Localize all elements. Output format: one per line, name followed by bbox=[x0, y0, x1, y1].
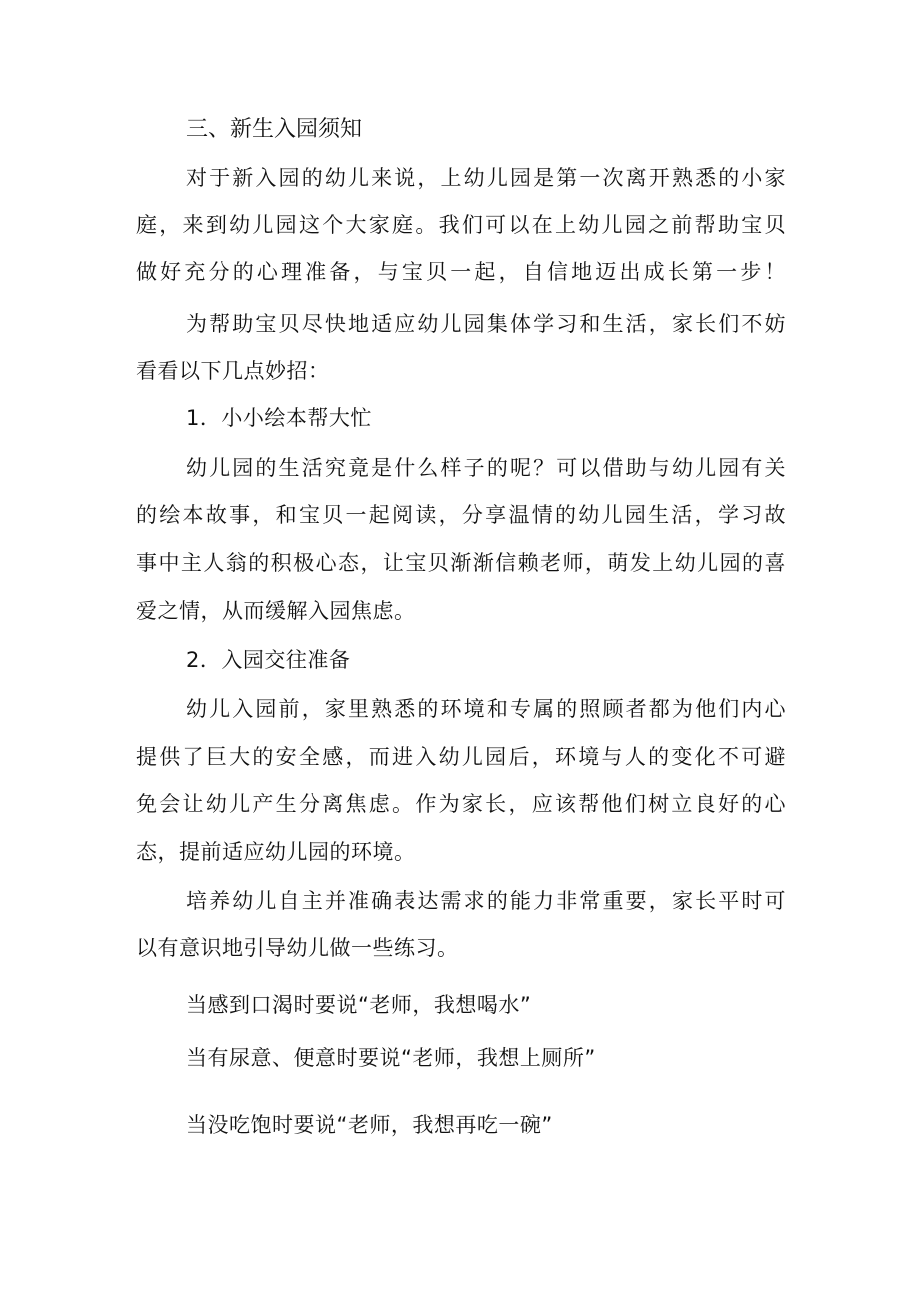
section2-para1-line: 幼儿入园前，家里熟悉的环境和专属的照顾者都为他们内心 bbox=[186, 697, 786, 721]
example-line: 当感到口渴时要说“老师，我想喝水” bbox=[186, 993, 532, 1017]
page-heading: 三、新生入园须知 bbox=[186, 117, 363, 142]
section2-para2-line: 培养幼儿自主并准确表达需求的能力非常重要，家长平时可 bbox=[186, 889, 786, 913]
section2-para1-line: 免会让幼儿产生分离焦虑。作为家长，应该帮他们树立良好的心 bbox=[136, 792, 786, 816]
tips-intro-line: 为帮助宝贝尽快地适应幼儿园集体学习和生活，家长们不妨 bbox=[186, 312, 786, 336]
section1-line: 幼儿园的生活究竟是什么样子的呢？可以借助与幼儿园有关 bbox=[186, 456, 786, 480]
section2-para1-line: 态，提前适应幼儿园的环境。 bbox=[136, 840, 416, 864]
section1-title: 1．小小绘本帮大忙 bbox=[186, 406, 372, 430]
intro-line: 做好充分的心理准备，与宝贝一起，自信地迈出成长第一步！ bbox=[136, 260, 786, 284]
section2-para2-line: 以有意识地引导幼儿做一些练习。 bbox=[136, 936, 459, 960]
section1-line: 爱之情，从而缓解入园焦虑。 bbox=[136, 599, 416, 623]
section1-line: 事中主人翁的积极心态，让宝贝渐渐信赖老师，萌发上幼儿园的喜 bbox=[136, 551, 786, 575]
tips-intro-line: 看看以下几点妙招： bbox=[136, 359, 330, 383]
example-line: 当没吃饱时要说“老师，我想再吃一碗” bbox=[186, 1113, 553, 1137]
example-line: 当有尿意、便意时要说“老师，我想上厕所” bbox=[186, 1046, 596, 1070]
intro-line: 庭，来到幼儿园这个大家庭。我们可以在上幼儿园之前帮助宝贝 bbox=[136, 213, 786, 237]
section1-line: 的绘本故事，和宝贝一起阅读，分享温情的幼儿园生活，学习故 bbox=[136, 503, 786, 527]
intro-line: 对于新入园的幼儿来说，上幼儿园是第一次离开熟悉的小家 bbox=[186, 166, 786, 190]
section2-title: 2．入园交往准备 bbox=[186, 648, 351, 672]
section2-para1-line: 提供了巨大的安全感，而进入幼儿园后，环境与人的变化不可避 bbox=[136, 745, 786, 769]
